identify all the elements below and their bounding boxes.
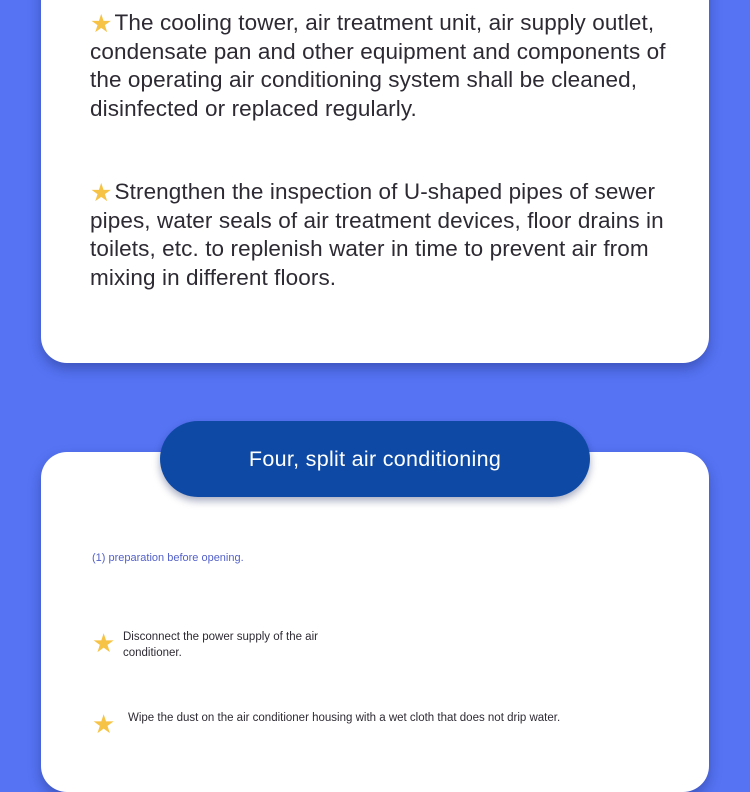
star-icon: ★ [90,179,113,207]
subheading-preparation: (1) preparation before opening. [92,552,244,564]
star-icon: ★ [92,709,116,739]
content-card-bottom [41,452,709,792]
bullet-text: The cooling tower, air treatment unit, air supply outlet, condensate pan and other equipment and components of the operating air conditioning system shall be cleaned, disinfected or replaced regularly. [90,10,666,121]
bullet-paragraph-cooling-tower [90,8,690,123]
bullet-item-disconnect-power: Disconnect the power supply of the air conditioner. [123,631,318,659]
star-icon: ★ [92,628,116,658]
bullet-text: Strengthen the inspection of U-shaped pipes of sewer pipes, water seals of air treatment devices, floor drains in toilets, etc. to replenish water in time to prevent air from mixing in different floors. [90,179,664,290]
section-title-pill [160,421,590,497]
bullet-paragraph-u-shaped-pipes [90,177,690,292]
bullet-item-wipe-dust: Wipe the dust on the air conditioner housing with a wet cloth that does not drip water. [128,712,561,724]
star-icon: ★ [90,10,113,38]
section-title: Four, split air conditioning [248,446,502,471]
